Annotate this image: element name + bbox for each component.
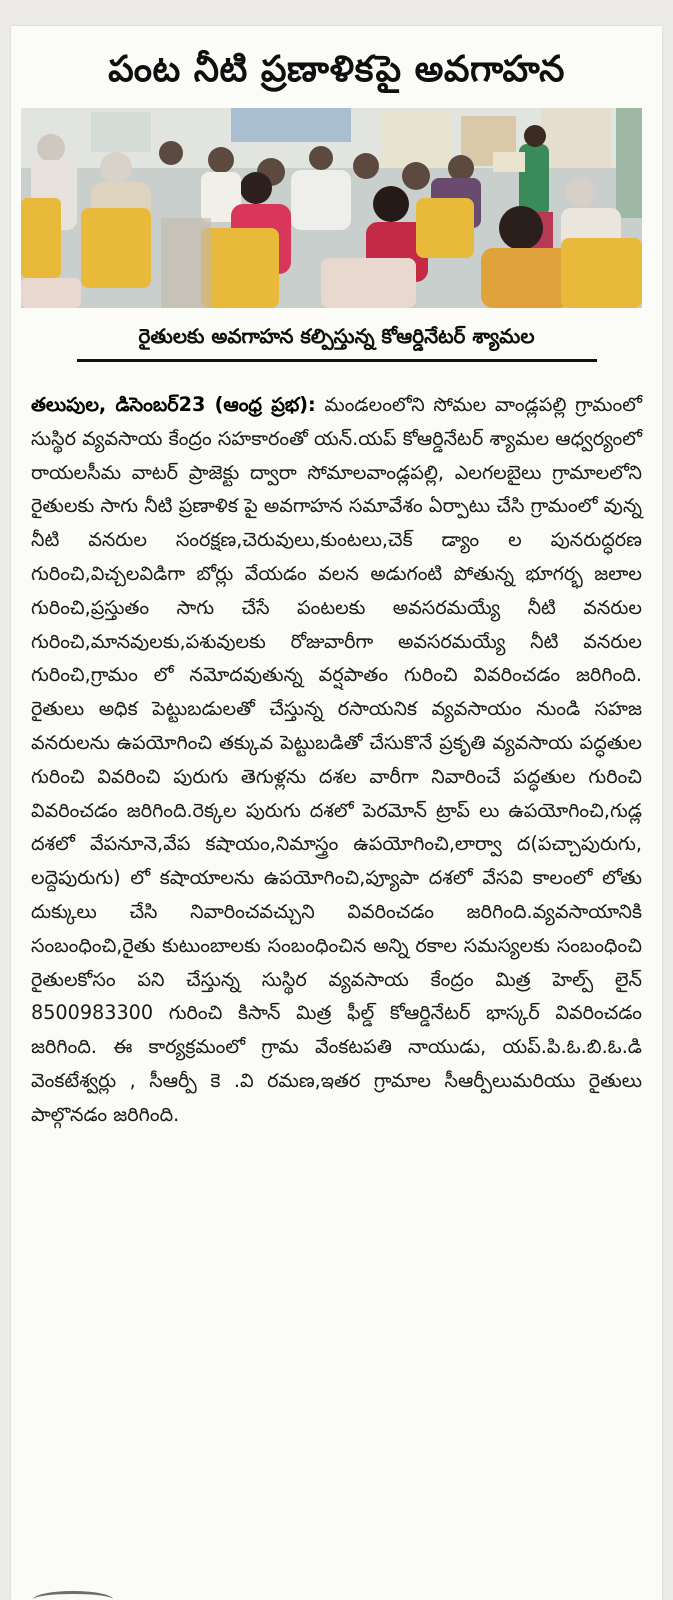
meeting-photo	[21, 108, 642, 308]
dateline: తలుపుల, డిసెంబర్23 (ఆంధ్ర ప్రభ):	[31, 393, 316, 416]
photo-icon	[21, 108, 642, 308]
article-text: మండలంలోని సోమల వాండ్లపల్లి గ్రామంలో సుస్థిర వ్యవసాయ కేంద్రం సహకారంతో యన్.యప్ కోఆర్డినేటర్ శ్యామల ఆధ్వర్యంలో రాయలసీమ వాటర్ ప్రాజెక్టు ద్వారా సోమాలవాండ్లపల్లి, ఎలగలబైలు గ్రామాలలోని రైతులకు సాగు నీటి ప్రణాళిక పై అవగాహన సమావేశం ఏర్పాటు చేసి గ్రామంలో వున్న నీటి వనరుల సంరక్షణ,చెరువులు,కుంటలు,చెక్ డ్యాం ల పునరుద్ధరణ గురించి,విచ్చలవిడిగా బోర్లు వేయడం వలన అడుగంటి పోతున్న భూగర్భ జలాల గురించి,ప్రస్తుతం సాగు చేసే పంటలకు అవసరమయ్యే నీటి వనరుల గురించి,మానవులకు,పశువులకు రోజువారీగా అవసరమయ్యే నీటి వనరుల గురించి,గ్రామం లో నమోదవుతున్న వర్షపాతం గురించి వివరించడం జరిగింది. రైతులు అధిక పెట్టుబడులతో చేస్తున్న రసాయనిక వ్యవసాయం నుండి సహజ వనరులను ఉపయోగించి తక్కువ పెట్టుబడితో చేసుకొనే ప్రకృతి వ్యవసాయ పద్ధతుల గురించి వివరించి పురుగు తెగుళ్లను దశల వారీగా నివారించే పద్ధతుల గురించి వివరించడం జరిగింది.రెక్కల పురుగు దశలో పెరమోన్ ట్రాప్ లు ఉపయోగించి,గుడ్ల దశలో వేపనూనె,వేప కషాయం,నిమాస్త్రం ఉపయోగించి,లార్వా ద(పచ్చాపురుగు, లద్దెపురుగు) లో కషాయాలను ఉపయోగించి,ప్యూపా దశలో వేసవి కాలంలో లోతు దుక్కులు చేసి నివారించవచ్చుని వివరించడం జరిగింది.వ్యవసాయానికి సంబంధించి,రైతు కుటుంబాలకు సంబంధించిన అన్ని రకాల సమస్యలకు సంబంధించి రైతులకోసం పని చేస్తున్న సుస్థిర వ్యవసాయ కేంద్రం మిత్ర హెల్ప్ లైన్ 8500983300 గురించి కిసాన్ మిత్ర ఫీల్డ్ కోఆర్డినేటర్ భాస్కర్ వివరించడం జరిగింది. ఈ కార్యక్రమంలో గ్రామ వేంకటపతి నాయుడు, యప్.పి.ఓ.బి.ఓ.డి వెంకటేశ్వర్లు , సీఆర్పీ కె .వి రమణ,ఇతర గ్రామాల సీఆర్పీలుమరియు రైతులు పాల్గొనడం జరిగింది.	[31, 393, 642, 1126]
photo-caption: రైతులకు అవగాహన కల్పిస్తున్న కోఆర్డినేటర్ శ్యామల	[77, 324, 597, 362]
article-body	[31, 388, 642, 1132]
headline: పంట నీటి ప్రణాళికపై అవగాహన	[108, 49, 565, 90]
newspaper-clipping	[11, 26, 662, 1600]
